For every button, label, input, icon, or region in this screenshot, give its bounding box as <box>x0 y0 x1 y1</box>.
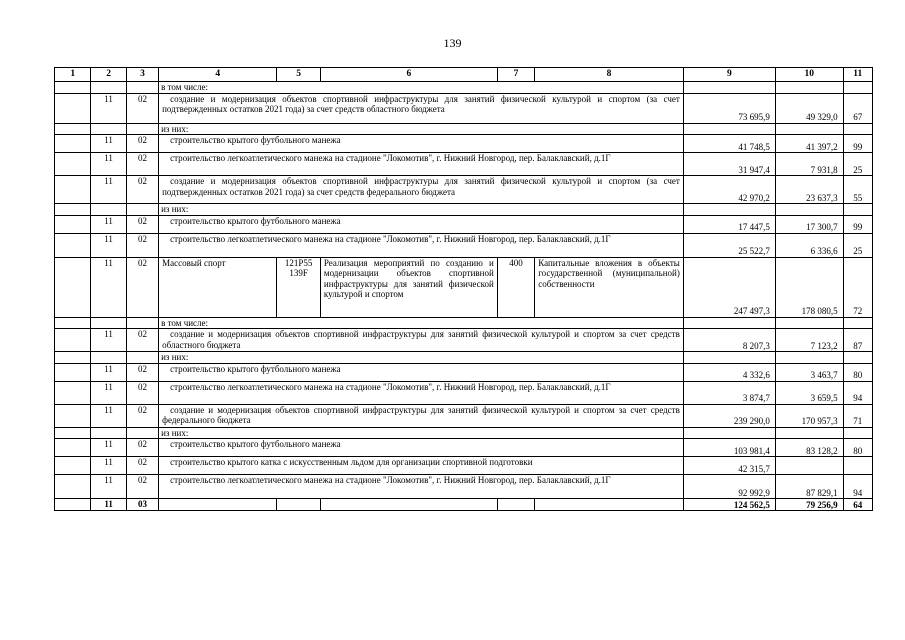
approved-amount: 31 947,4 <box>683 153 775 176</box>
execution-percent: 94 <box>843 475 872 499</box>
measure-description: Реализация мероприятий по созданию и модернизации объектов спортивной инфраструктуры для занятий физической культурой и спортом <box>320 257 497 317</box>
header-cell: 6 <box>320 68 497 82</box>
approved-amount: 103 981,4 <box>683 439 775 457</box>
execution-percent: 80 <box>843 363 872 381</box>
executed-amount: 3 659,5 <box>775 381 843 404</box>
execution-percent: 72 <box>843 257 872 317</box>
header-cell: 7 <box>497 68 534 82</box>
approved-amount: 8 207,3 <box>683 329 775 352</box>
table-row <box>55 135 873 153</box>
item-description: строительство легкоатлетического манежа на стадионе "Локомотив", г. Нижний Новгород, пер. Балаклавский, д.1Г <box>159 475 684 499</box>
executed-amount: 23 637,3 <box>775 176 843 204</box>
section-code: 11 <box>91 329 126 352</box>
approved-amount: 25 522,7 <box>683 233 775 257</box>
subsection-code: 02 <box>126 215 158 233</box>
program-name: Массовый спорт <box>159 257 277 317</box>
table-row <box>55 404 873 427</box>
page-number: 139 <box>443 36 462 50</box>
sub-header-row <box>55 123 873 135</box>
item-description: строительство крытого футбольного манежа <box>159 363 684 381</box>
section-code: 11 <box>91 381 126 404</box>
subsection-code: 02 <box>126 257 158 317</box>
execution-percent <box>843 457 872 475</box>
executed-amount: 41 397,2 <box>775 135 843 153</box>
item-description: строительство легкоатлетического манежа на стадионе "Локомотив", г. Нижний Новгород, пер. Балаклавский, д.1Г <box>159 233 684 257</box>
total-approved-amount: 124 562,5 <box>683 499 775 511</box>
executed-amount: 178 080,5 <box>775 257 843 317</box>
item-description: строительство крытого футбольного манежа <box>159 439 684 457</box>
section-code: 11 <box>91 363 126 381</box>
approved-amount: 239 290,0 <box>683 404 775 427</box>
executed-amount: 170 957,3 <box>775 404 843 427</box>
subsection-code: 02 <box>126 381 158 404</box>
section-code: 11 <box>91 153 126 176</box>
sub-header-row <box>55 352 873 364</box>
budget-table <box>54 67 873 511</box>
table-row <box>55 475 873 499</box>
header-cell: 10 <box>775 68 843 82</box>
total-executed-amount: 79 256,9 <box>775 499 843 511</box>
execution-percent: 87 <box>843 329 872 352</box>
executed-amount: 87 829,1 <box>775 475 843 499</box>
executed-amount: 83 128,2 <box>775 439 843 457</box>
sub-header-label: из них: <box>159 352 684 364</box>
approved-amount: 41 748,5 <box>683 135 775 153</box>
execution-percent: 99 <box>843 135 872 153</box>
approved-amount: 4 332,6 <box>683 363 775 381</box>
section-code: 11 <box>91 257 126 317</box>
section-code: 11 <box>91 457 126 475</box>
table-row <box>55 363 873 381</box>
total-execution-percent: 64 <box>843 499 872 511</box>
item-description: создание и модернизация объектов спортивной инфраструктуры для занятий физической культурой и спортом (за счет подтвержденных остатков 2021 года) за счет средств федерального бюджета <box>159 176 684 204</box>
execution-percent: 25 <box>843 233 872 257</box>
section-code: 11 <box>91 439 126 457</box>
header-row <box>55 68 873 82</box>
header-cell: 2 <box>91 68 126 82</box>
sub-header-row <box>55 82 873 94</box>
section-code: 11 <box>91 475 126 499</box>
executed-amount: 7 931,8 <box>775 153 843 176</box>
subsection-code: 02 <box>126 329 158 352</box>
execution-percent: 99 <box>843 215 872 233</box>
approved-amount: 42 315,7 <box>683 457 775 475</box>
table-row <box>55 93 873 123</box>
executed-amount: 3 463,7 <box>775 363 843 381</box>
header-cell: 4 <box>159 68 277 82</box>
item-description: строительство крытого футбольного манежа <box>159 135 684 153</box>
sub-header-label: в том числе: <box>159 317 684 329</box>
approved-amount: 92 992,9 <box>683 475 775 499</box>
sub-header-label: из них: <box>159 123 684 135</box>
section-code: 11 <box>91 499 126 511</box>
approved-amount: 3 874,7 <box>683 381 775 404</box>
execution-percent: 67 <box>843 93 872 123</box>
section-code: 11 <box>91 215 126 233</box>
execution-percent: 71 <box>843 404 872 427</box>
section-code: 11 <box>91 176 126 204</box>
subsection-code: 02 <box>126 176 158 204</box>
item-description: строительство крытого катка с искусственным льдом для организации спортивной подготовки <box>159 457 684 475</box>
header-cell: 8 <box>535 68 684 82</box>
execution-percent: 55 <box>843 176 872 204</box>
subsection-code: 02 <box>126 135 158 153</box>
sub-header-row <box>55 427 873 439</box>
executed-amount: 49 329,0 <box>775 93 843 123</box>
sub-header-label: из них: <box>159 427 684 439</box>
executed-amount: 7 123,2 <box>775 329 843 352</box>
target-article-code: 121P55 139F <box>277 257 320 317</box>
executed-amount: 17 300,7 <box>775 215 843 233</box>
subsection-code: 02 <box>126 439 158 457</box>
table-row <box>55 233 873 257</box>
executed-amount: 6 336,6 <box>775 233 843 257</box>
subsection-code: 02 <box>126 153 158 176</box>
table-row <box>55 329 873 352</box>
header-cell: 3 <box>126 68 158 82</box>
subsection-code: 03 <box>126 499 158 511</box>
execution-percent: 94 <box>843 381 872 404</box>
header-cell: 1 <box>55 68 91 82</box>
approved-amount: 73 695,9 <box>683 93 775 123</box>
header-cell: 5 <box>277 68 320 82</box>
header-cell: 11 <box>843 68 872 82</box>
item-description: создание и модернизация объектов спортивной инфраструктуры для занятий физической культурой и спортом за счет средств областного бюджета <box>159 329 684 352</box>
total-row <box>55 499 873 511</box>
program-row <box>55 257 873 317</box>
subsection-code: 02 <box>126 475 158 499</box>
sub-header-label: из них: <box>159 204 684 216</box>
section-code: 11 <box>91 233 126 257</box>
item-description: создание и модернизация объектов спортивной инфраструктуры для занятий физической культурой и спортом (за счет подтвержденных остатков 2021 года) за счет средств областного бюджета <box>159 93 684 123</box>
table-row <box>55 215 873 233</box>
executed-amount <box>775 457 843 475</box>
item-description: строительство легкоатлетического манежа на стадионе "Локомотив", г. Нижний Новгород, пер. Балаклавский, д.1Г <box>159 381 684 404</box>
section-code: 11 <box>91 93 126 123</box>
item-description: создание и модернизация объектов спортивной инфраструктуры для занятий физической культурой и спортом за счет средств федерального бюджета <box>159 404 684 427</box>
execution-percent: 25 <box>843 153 872 176</box>
expense-type-code: 400 <box>497 257 534 317</box>
subsection-code: 02 <box>126 363 158 381</box>
subsection-code: 02 <box>126 457 158 475</box>
sub-header-row <box>55 204 873 216</box>
section-code: 11 <box>91 135 126 153</box>
table-row <box>55 439 873 457</box>
header-cell: 9 <box>683 68 775 82</box>
table-row <box>55 153 873 176</box>
expense-type-name: Капитальные вложения в объекты государственной (муниципальной) собственности <box>535 257 684 317</box>
sub-header-row <box>55 317 873 329</box>
item-description: строительство легкоатлетического манежа на стадионе "Локомотив", г. Нижний Новгород, пер. Балаклавский, д.1Г <box>159 153 684 176</box>
section-code: 11 <box>91 404 126 427</box>
subsection-code: 02 <box>126 404 158 427</box>
approved-amount: 247 497,3 <box>683 257 775 317</box>
subsection-code: 02 <box>126 93 158 123</box>
approved-amount: 42 970,2 <box>683 176 775 204</box>
subsection-code: 02 <box>126 233 158 257</box>
execution-percent: 80 <box>843 439 872 457</box>
table-row <box>55 176 873 204</box>
table-row <box>55 381 873 404</box>
item-description: строительство крытого футбольного манежа <box>159 215 684 233</box>
approved-amount: 17 447,5 <box>683 215 775 233</box>
table-row <box>55 457 873 475</box>
sub-header-label: в том числе: <box>159 82 684 94</box>
